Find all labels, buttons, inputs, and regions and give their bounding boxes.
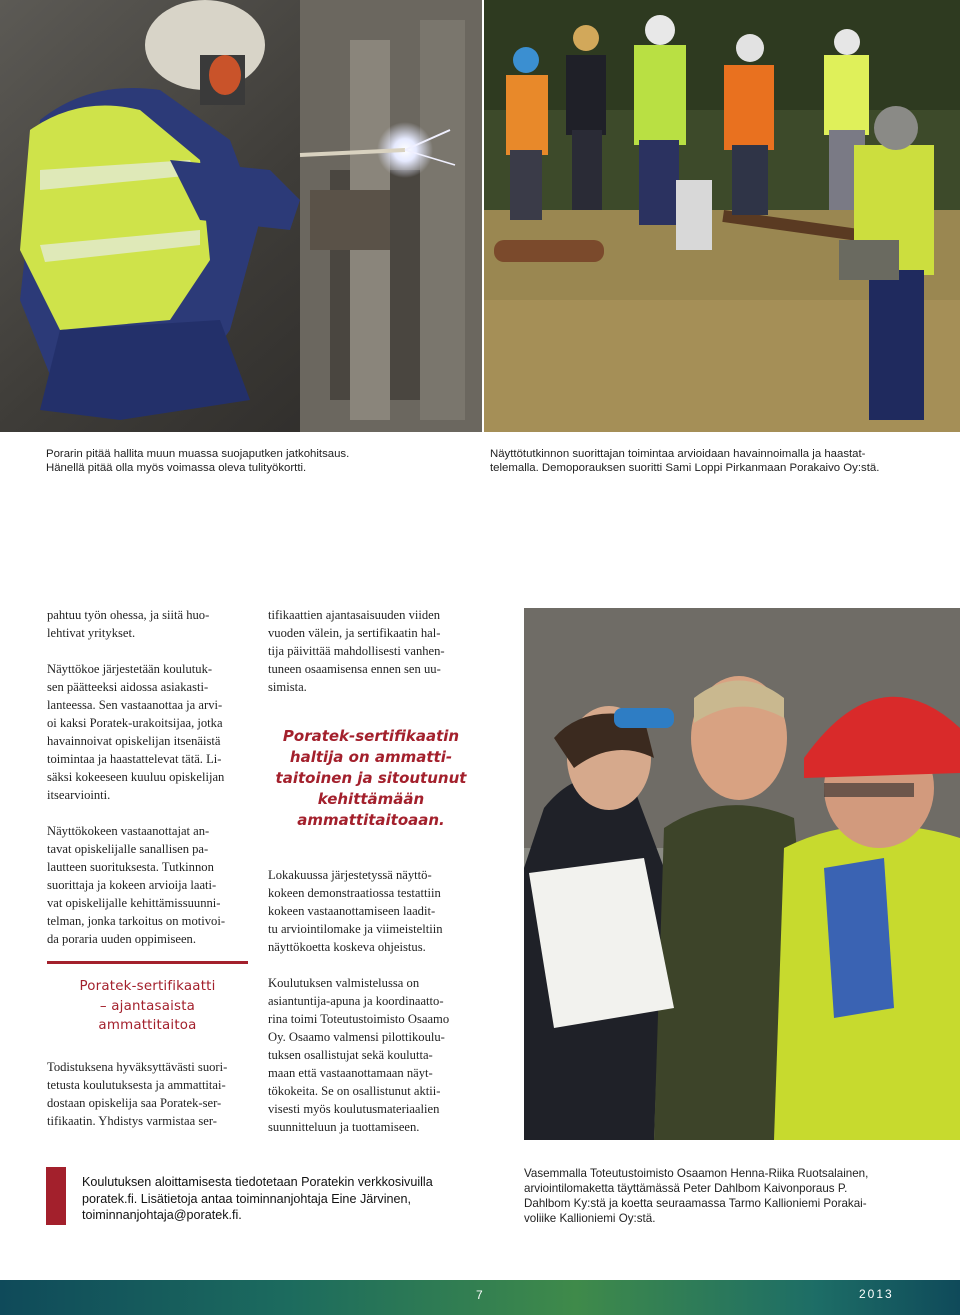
col2-bottom — [268, 974, 498, 1136]
photo-group — [484, 0, 960, 432]
column-1 — [47, 606, 251, 948]
box-text — [47, 1058, 257, 1130]
footer-photo-caption: Vasemmalla Toteutustoimisto Osaamon Henna-Riika Ruotsalainen, arviointilomaketta täyttämässä Peter Dahlbom Kaivonporaus P. Dahlbom Ky:stä ja koetta seuraamassa Tarmo Kallioniemi Porakai- voliike Kallioniemi Oy:stä. — [524, 1167, 869, 1225]
caption-welder: Porarin pitää hallita muun muassa suojaputken jatkohitsaus. Hänellä pitää olla myös voimassa oleva tulityökortti. — [46, 448, 350, 475]
col1-paragraph-1: pahtuu työn ohessa, ja siitä huo- lehtivat yritykset. — [47, 608, 210, 640]
box-top-rule — [47, 961, 248, 964]
footer-note: Koulutuksen aloittamisesta tiedotetaan Poratekin verkkosivuilla poratek.fi. Lisätietoja antaa toiminnanjohtaja Eine Järvinen, toiminnanjohtaja@poratek.fi. — [82, 1175, 433, 1222]
col2-paragraph-mid: Lokakuussa järjestetyssä näyttö- kokeen demonstraatiossa testattiin kokeen vastaanottamiseen laadit- tu arviointilomake ja viimeisteltiin näyttökoetta koskeva ohjeistus. — [268, 868, 443, 954]
col1-paragraph-2: Näyttökoe järjestetään koulutuk- sen päätteeksi aidossa asiakasti- lanteessa. Sen vastaanottaa ja arvi- oi kaksi Poratek-urakoitsijaa, jotka havainnoivat opiskelijan itsenäistä toimintaa ja haastattelevat tätä. Li- säksi kokeeseen kuuluu opiskelijan itsearviointi. — [47, 662, 225, 802]
box-text-paragraph: Todistuksena hyväksyttävästi suori- tetusta koulutuksesta ja ammattitai- dostaan opiskelija saa Poratek-ser- tifikaatin. Yhdistys varmistaa ser- — [47, 1060, 228, 1128]
photo-examiners — [524, 608, 960, 1140]
group-illustration — [484, 0, 960, 432]
col2-paragraph-bottom: Koulutuksen valmistelussa on asiantuntija-apuna ja koordinaatto- rina toimi Toteutustoimisto Osaamo Oy. Osaamo valmensi pilottikoulu- tuksen osallistujat sekä koulutta- maan että vastaanottamaan näyt- tökokeita. Se on osallistunut aktii- visesti myös koulutusmateriaalien suunnitteluun ja tuottamiseen. — [268, 976, 450, 1134]
col2-paragraph-top: tifikaattien ajantasaisuuden viiden vuoden välein, ja sertifikaatin hal- tija päivittää mahdollisesti vanhen- tuneen osaamisensa ennen sen uu- simista. — [268, 608, 445, 694]
col2-middle — [268, 866, 498, 956]
box-title: Poratek-sertifikaatti – ajantasaista ammattitaitoa — [79, 979, 216, 1033]
footer-accent-square — [46, 1167, 66, 1225]
pullquote: Poratek-sertifikaatin haltija on ammatti- taitoinen ja sitoutunut kehittämään ammattitaitoaan. — [275, 727, 467, 829]
photo-welder — [0, 0, 482, 432]
year-label: 2013 — [859, 1287, 894, 1301]
col1-paragraph-3: Näyttökokeen vastaanottajat an- tavat opiskelijalle sanallisen pa- lautteen suorituksesta. Tutkinnon suorittaja ja kokeen arvioija laati- vat opiskelijalle kehittämissuunni- telman, jonka tarkoitus on motivoi- da poraria uuden oppimiseen. — [47, 824, 226, 946]
examiners-illustration — [524, 608, 960, 1140]
column-2 — [268, 606, 498, 696]
page-number: 7 — [476, 1288, 483, 1302]
caption-group: Näyttötutkinnon suorittajan toimintaa arvioidaan havainnoimalla ja haastat- telemalla. Demoporauksen suoritti Sami Loppi Pirkanmaan Porakaivo Oy:stä. — [490, 448, 880, 475]
welder-illustration — [0, 0, 482, 432]
